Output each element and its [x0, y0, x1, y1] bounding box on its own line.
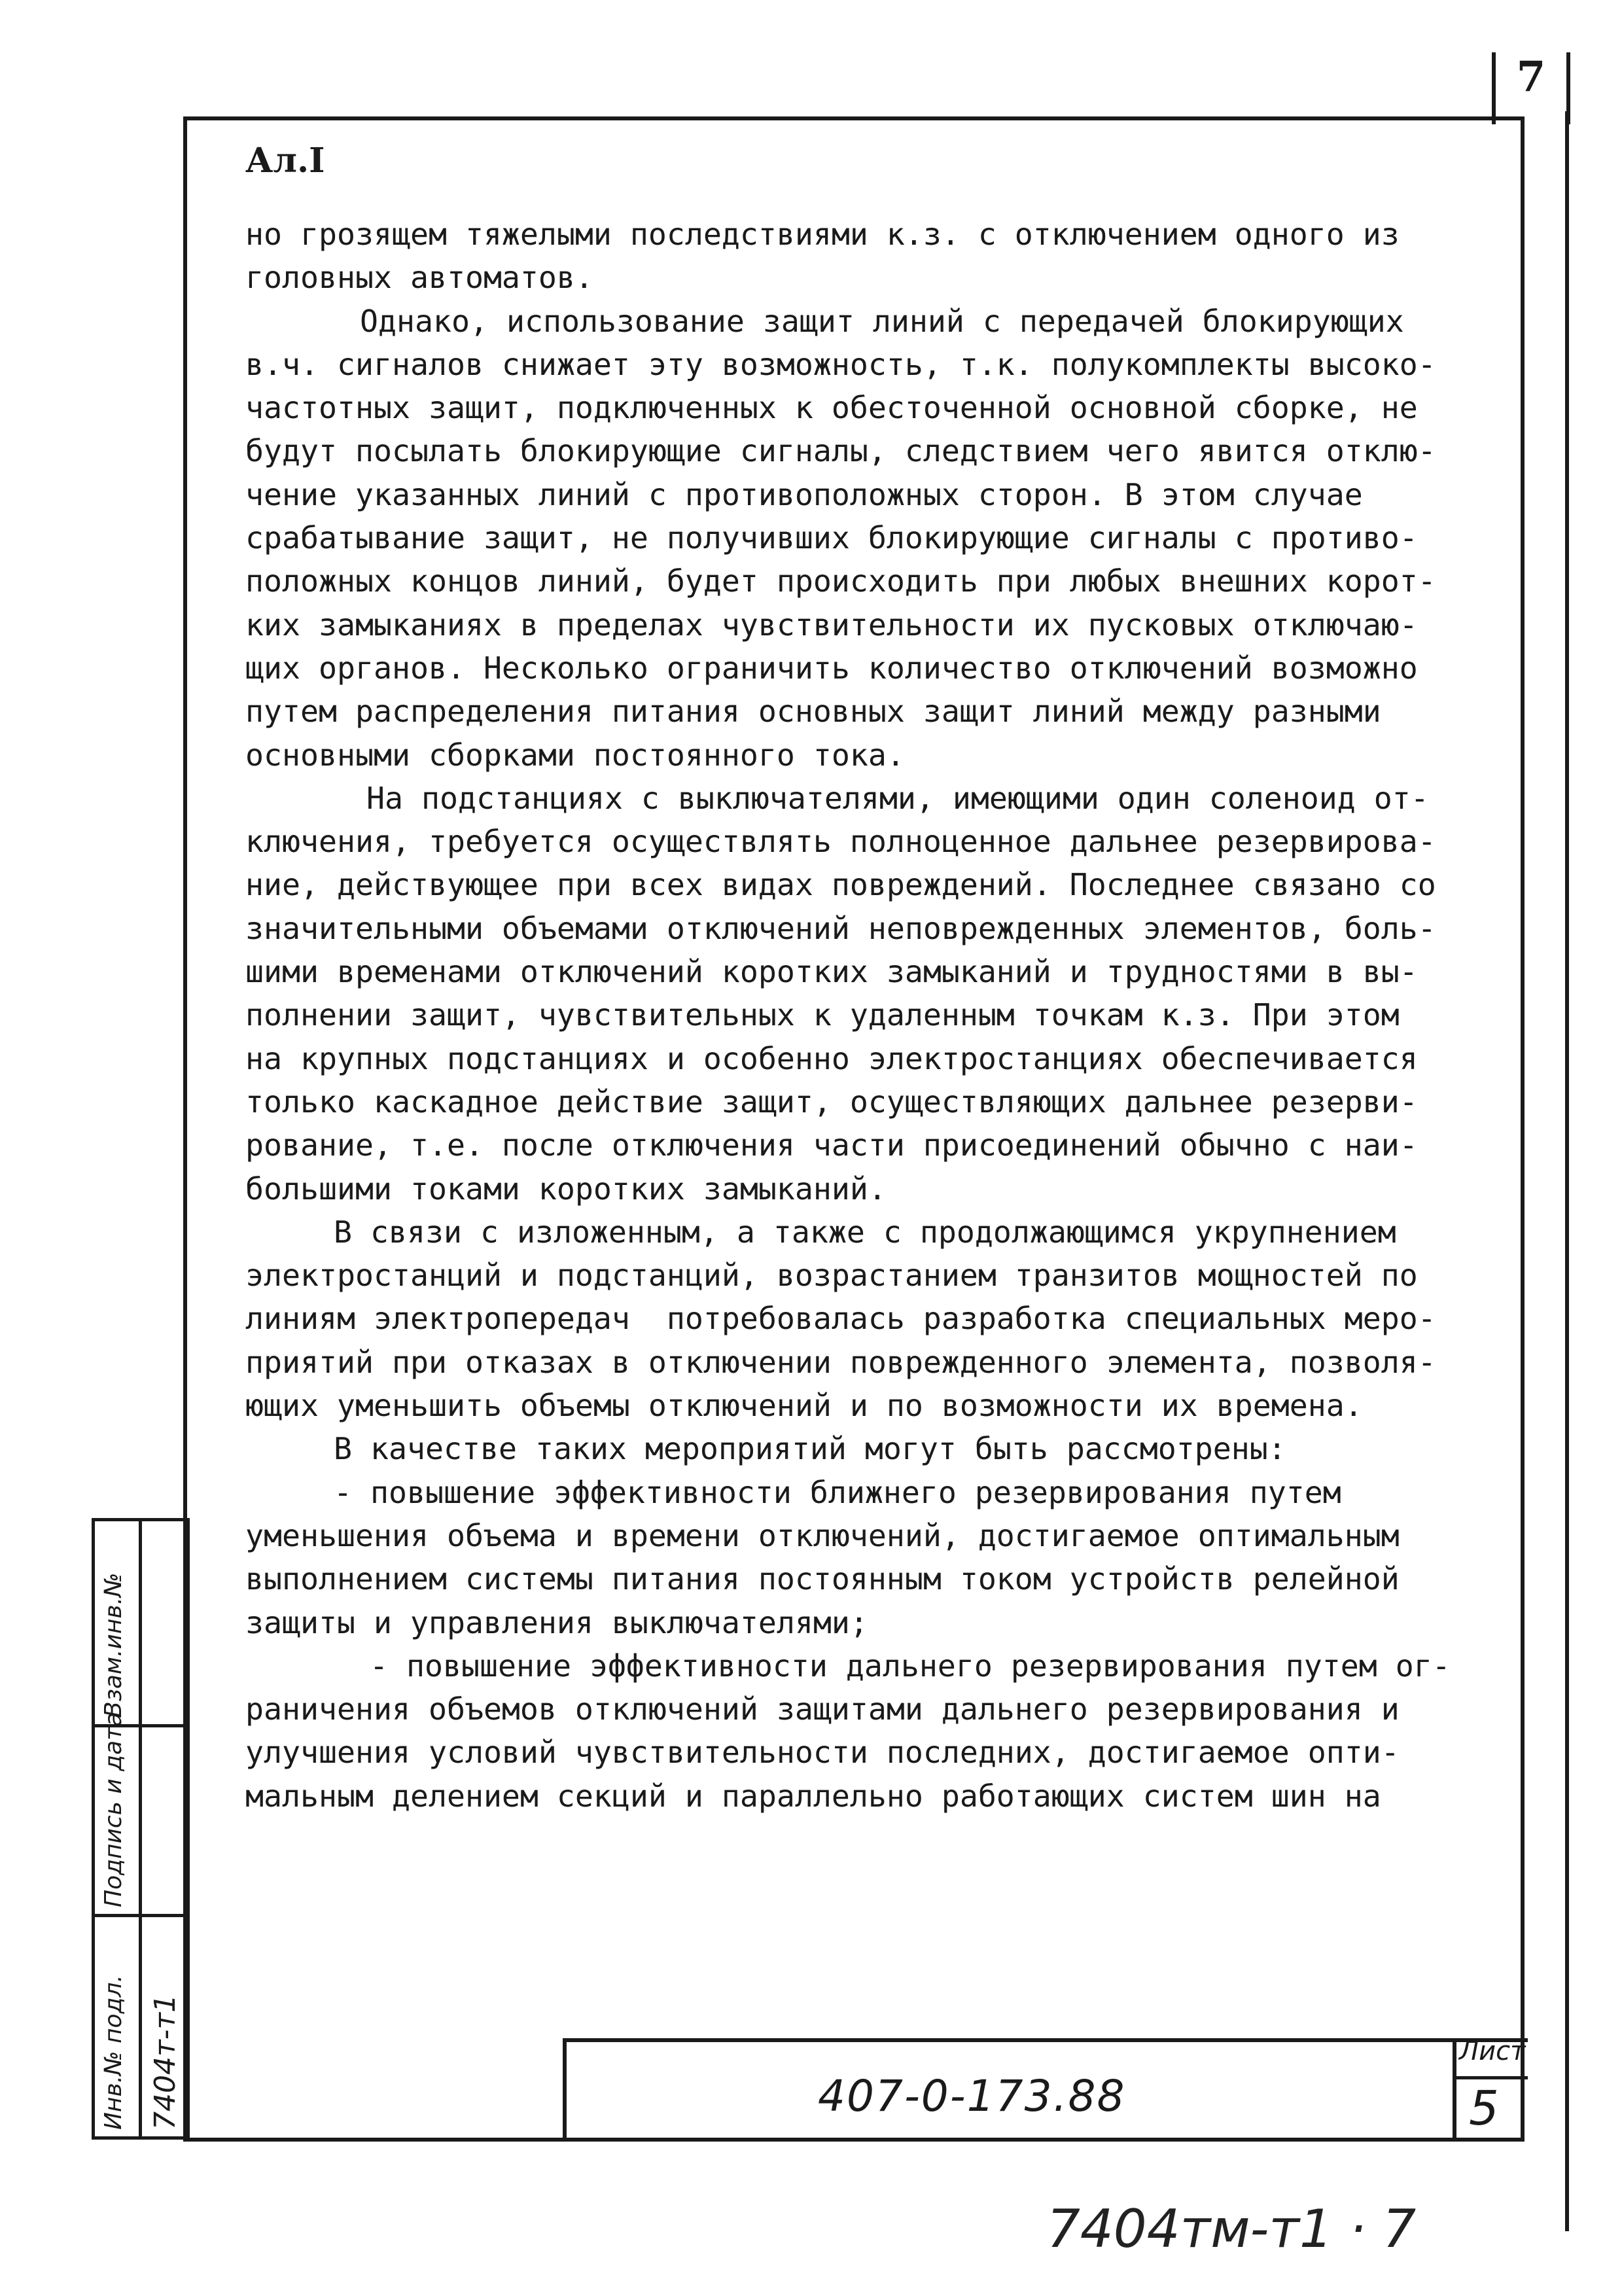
text-line: выполнением системы питания постоянным током устройств релейной — [245, 1561, 1400, 1597]
document-code: 407-0-173.88 — [818, 2071, 1126, 2121]
text-line: На подстанциях с выключателями, имеющими один соленоид от- — [366, 780, 1429, 816]
text-line: частотных защит, подключенных к обесточенной основной сборке, не — [245, 390, 1418, 426]
text-line: но грозящем тяжелыми последствиями к.з. с отключением одного из — [245, 217, 1400, 252]
text-line: значительными объемами отключений неповрежденных элементов, боль- — [245, 910, 1436, 946]
text-line: В качестве таких мероприятий могут быть рассмотрены: — [334, 1431, 1286, 1467]
text-line: ние, действующее при всех видах повреждений. Последнее связано со — [245, 867, 1436, 903]
text-line: на крупных подстанциях и особенно электростанциях обеспечивается — [245, 1040, 1418, 1076]
text-line: В связи с изложенным, а также с продолжающимся укрупнением — [334, 1214, 1396, 1250]
text-line: в.ч. сигналов снижает эту возможность, т.к. полукомплекты высоко- — [245, 346, 1436, 382]
text-line: срабатывание защит, не получивших блокирующие сигналы с противо- — [245, 520, 1418, 556]
text-line: раничения объемов отключений защитами дальнего резервирования и — [245, 1691, 1400, 1727]
text-line: чение указанных линий с противоположных сторон. В этом случае — [245, 476, 1363, 512]
text-line: полнении защит, чувствительных к удаленным точкам к.з. При этом — [245, 997, 1400, 1033]
text-line: положных концов линий, будет происходить при любых внешних корот- — [245, 563, 1436, 599]
text-line: только каскадное действие защит, осуществляющих дальнее резерви- — [245, 1084, 1418, 1120]
text-line: шими временами отключений коротких замыканий и трудностями в вы- — [245, 954, 1418, 990]
sheet-box-divider — [1456, 2076, 1528, 2079]
top-sheet-number: 7 — [1516, 52, 1546, 101]
stamp-sign-label: Подпись и дата — [100, 1712, 127, 1907]
document-body — [245, 213, 1489, 1818]
text-line: головных автоматов. — [245, 260, 593, 296]
text-line: щих органов. Несколько ограничить количество отключений возможно — [245, 650, 1418, 686]
text-line: улучшения условий чувствительности последних, достигаемое опти- — [245, 1735, 1400, 1771]
text-line: ких замыканиях в пределах чувствительности их пусковых отключаю- — [245, 607, 1418, 643]
text-line: основными сборками постоянного тока. — [245, 737, 905, 773]
stamp-replace-label: Взам.инв.№ — [100, 1572, 127, 1718]
stamp-divider — [95, 1914, 186, 1917]
text-line: уменьшения объема и времени отключений, достигаемое оптимальным — [245, 1517, 1400, 1553]
text-line: ющих уменьшить объемы отключений и по возможности их времена. — [245, 1388, 1363, 1424]
stamp-inv-value: 7404т-т1 — [149, 1994, 182, 2130]
text-line: - повышение эффективности ближнего резервирования путем — [334, 1474, 1341, 1510]
text-line: - повышение эффективности дальнего резервирования путем ог- — [370, 1648, 1451, 1684]
text-line: мальным делением секций и параллельно работающих систем шин на — [245, 1778, 1381, 1814]
sheet-number: 5 — [1469, 2081, 1499, 2136]
sheet-label: Лист — [1459, 2036, 1526, 2066]
text-line: приятий при отказах в отключении поврежденного элемента, позволя- — [245, 1344, 1436, 1380]
text-line: рование, т.е. после отключения части присоединений обычно с наи- — [245, 1127, 1418, 1163]
stamp-inv-label: Инв.№ подл. — [100, 1975, 127, 2130]
text-line: ключения, требуется осуществлять полноценное дальнее резервирова- — [245, 824, 1436, 860]
right-margin-rule — [1565, 111, 1569, 2231]
text-line: путем распределения питания основных защит линий между разными — [245, 694, 1381, 730]
text-line: электростанций и подстанций, возрастанием транзитов мощностей по — [245, 1258, 1418, 1294]
text-line: большими токами коротких замыканий. — [245, 1171, 887, 1207]
text-line: линиям электропередач потребовалась разработка специальных меро- — [245, 1301, 1436, 1337]
text-line: Однако, использование защит линий с передачей блокирующих — [360, 303, 1404, 339]
corner-mark: Ал.I — [245, 141, 325, 181]
text-line: будут посылать блокирующие сигналы, следствием чего явится отклю- — [245, 433, 1436, 469]
text-line: защиты и управления выключателями; — [245, 1604, 868, 1640]
stamp-column — [92, 1518, 190, 2140]
footer-handwritten-note: 7404тм-т1 · 7 — [1047, 2199, 1417, 2259]
